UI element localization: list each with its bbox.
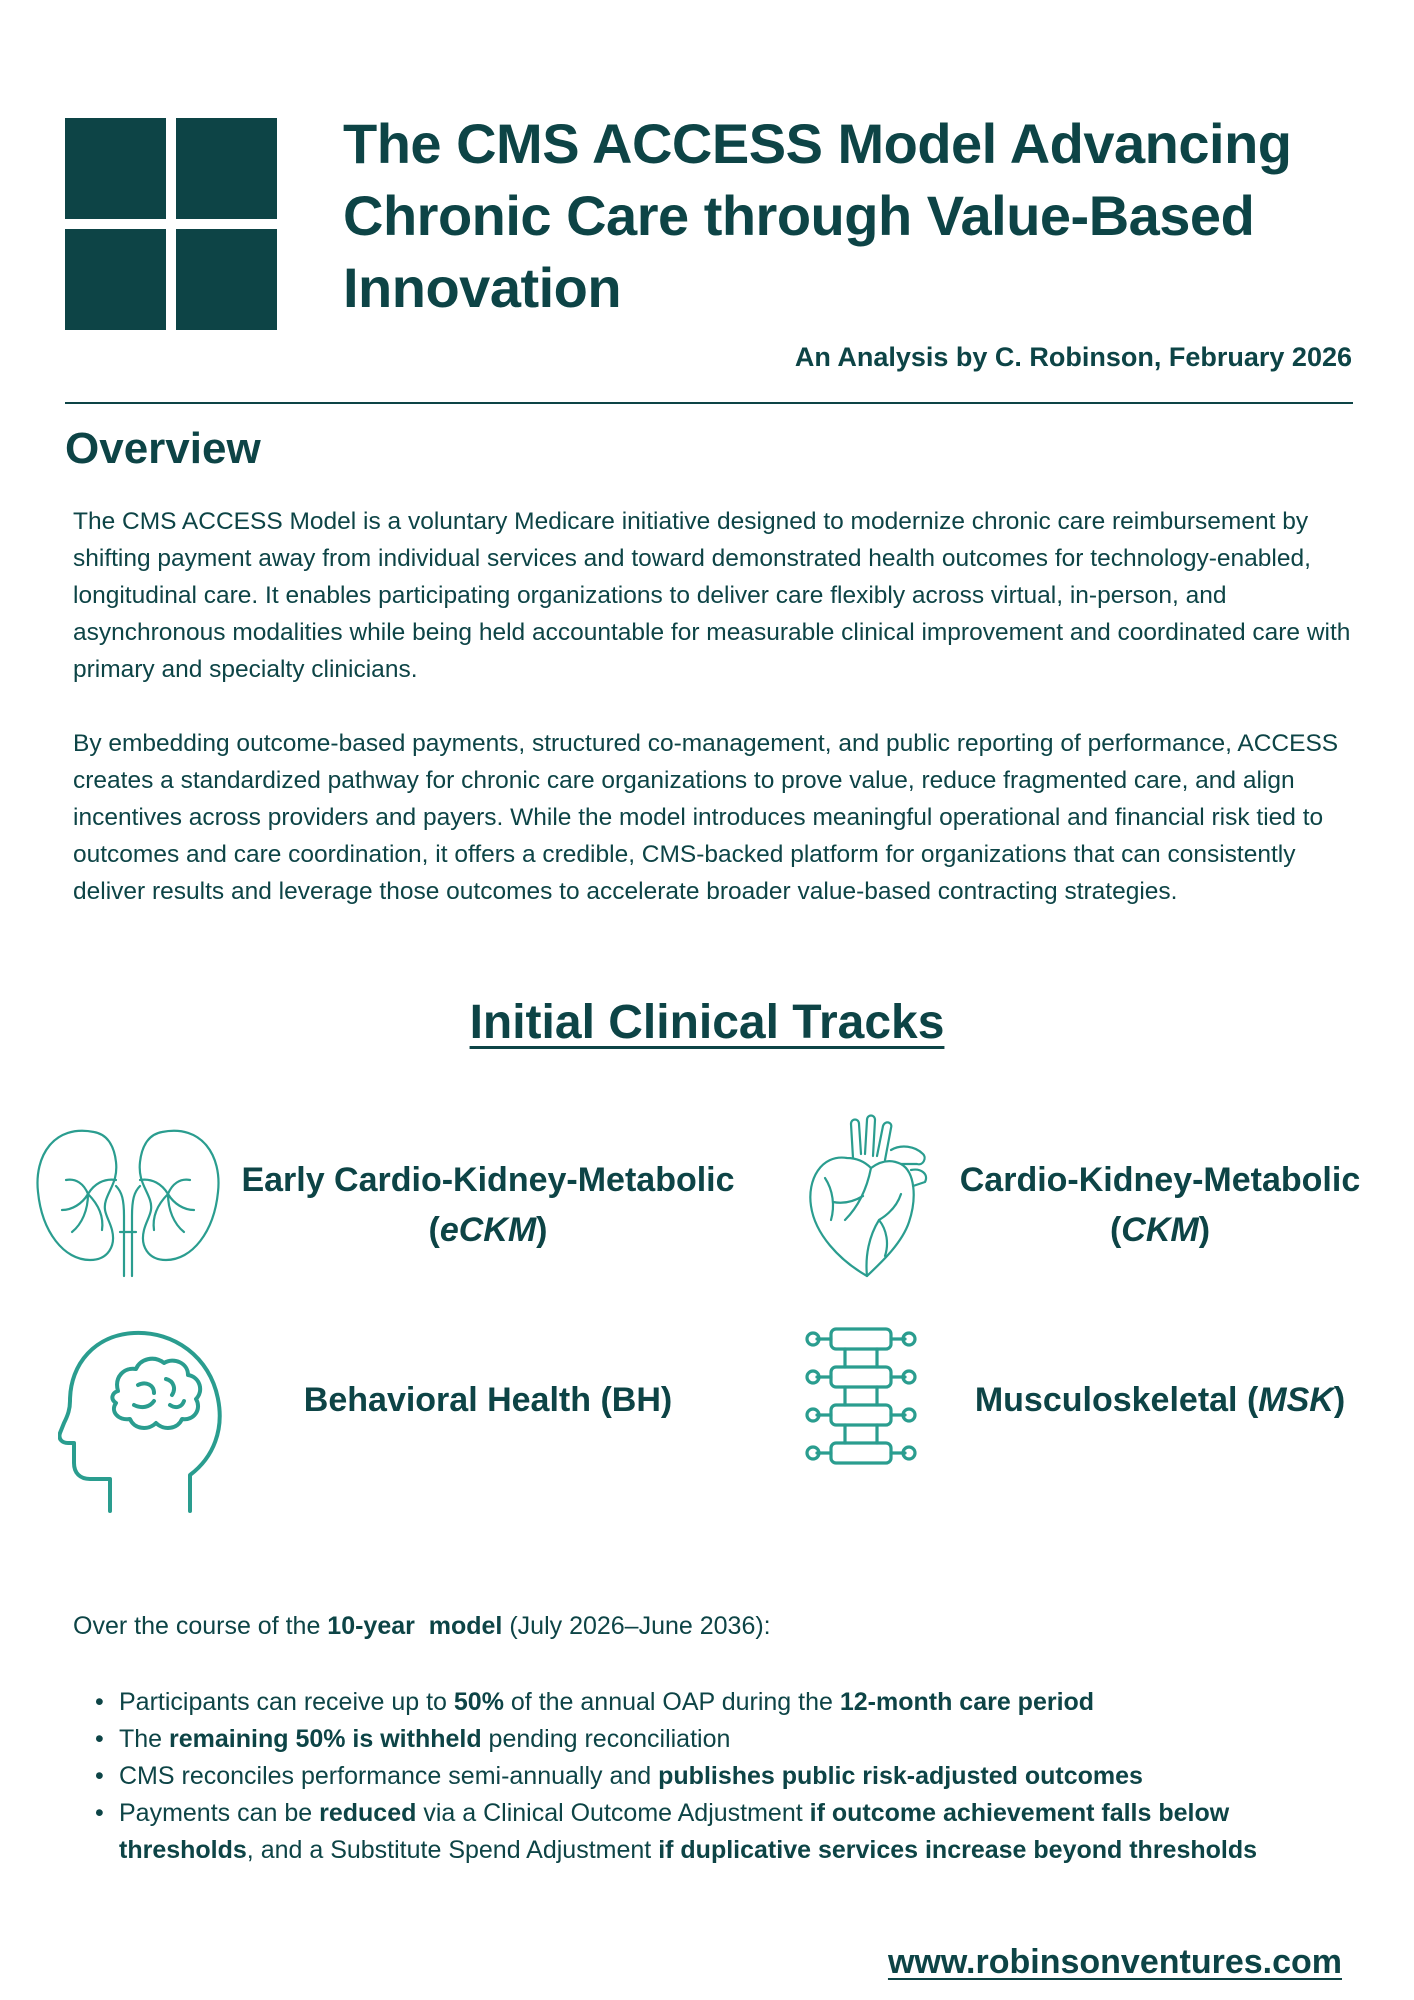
page-title: The CMS ACCESS Model Advancing Chronic Care through Value-Based Innovation	[343, 112, 1292, 319]
track-label-msk: Musculoskeletal (MSK)	[974, 1381, 1346, 1419]
list-item: • Payments can be reduced via a Clinical Outcome Adjustment if outcome achievement falls below thresholds, and a Substitute Spend Adjustment if duplicative services increase beyond thresholds	[85, 1795, 1355, 1869]
model-intro: Over the course of the 10-year model (July 2026–June 2036):	[73, 1612, 771, 1640]
website-link[interactable]: www.robinsonventures.com	[887, 1943, 1342, 1981]
byline: An Analysis by C. Robinson, February 2026	[794, 342, 1352, 372]
brain-head-icon	[58, 1325, 228, 1515]
tracks-heading: Initial Clinical Tracks	[469, 996, 945, 1049]
spine-icon	[805, 1325, 917, 1485]
track-label-ckm: Cardio-Kidney-Metabolic (CKM)	[959, 1161, 1361, 1249]
overview-paragraph-2: By embedding outcome-based payments, structured co-management, and public reporting of performance, ACCESS creates a standardized pathway for chronic care organizations to prove value, reduce fragmented care, and align incentives across providers and payers. While the model introduces meaningful operational and financial risk tied to outcomes and care coordination, it offers a credible, CMS-backed platform for organizations that can consistently deliver results and leverage those outcomes to accelerate broader value-based contracting strategies.	[73, 730, 1339, 905]
list-item: • The remaining 50% is withheld pending reconciliation	[85, 1721, 1355, 1758]
heart-icon	[805, 1110, 935, 1280]
model-bullet-list	[85, 1684, 1355, 1869]
kidneys-icon	[32, 1120, 224, 1280]
list-item: • CMS reconciles performance semi-annually and publishes public risk-adjusted outcomes	[85, 1758, 1355, 1795]
track-label-eckm: Early Cardio-Kidney-Metabolic (eCKM)	[241, 1161, 735, 1249]
four-square-logo-icon	[65, 118, 277, 330]
track-label-bh: Behavioral Health (BH)	[303, 1381, 673, 1419]
overview-heading: Overview	[65, 424, 261, 473]
overview-paragraph-1: The CMS ACCESS Model is a voluntary Medicare initiative designed to modernize chronic care reimbursement by shifting payment away from individual services and toward demonstrated health outcomes for technology-enabled, longitudinal care. It enables participating organizations to deliver care flexibly across virtual, in-person, and asynchronous modalities while being held accountable for measurable clinical improvement and coordinated care with primary and specialty clinicians.	[73, 508, 1351, 683]
list-item: • Participants can receive up to 50% of the annual OAP during the 12-month care period	[85, 1684, 1355, 1721]
header-divider	[65, 402, 1353, 404]
